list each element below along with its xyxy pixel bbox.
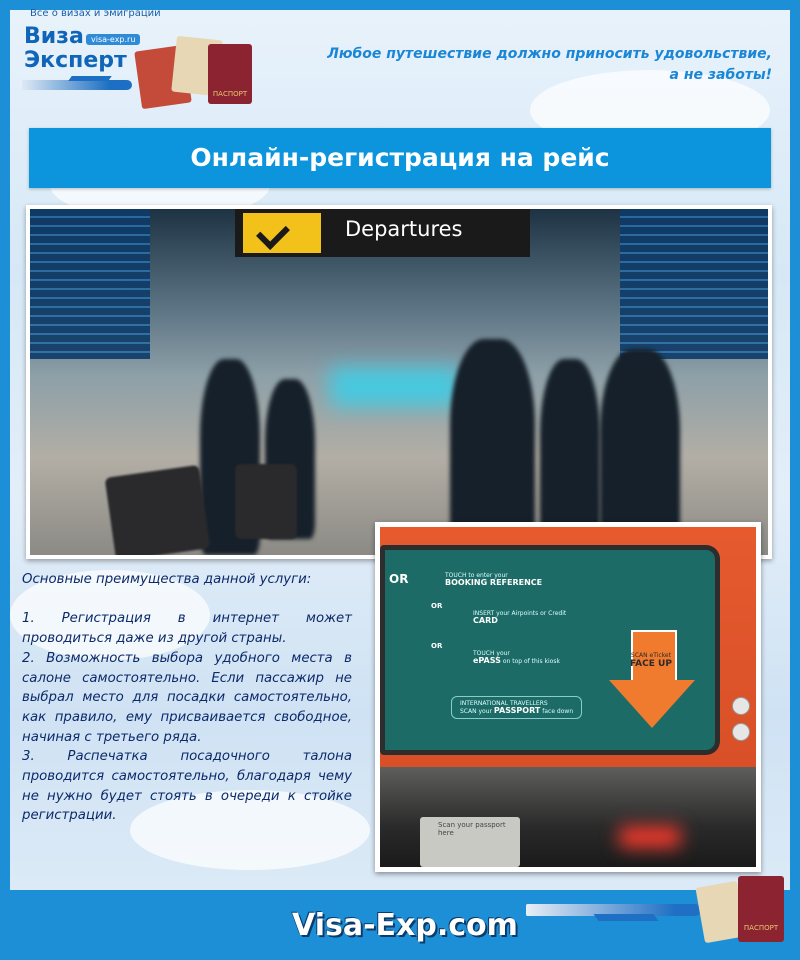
option-big-text: PASSPORT — [493, 706, 541, 715]
benefit-item-2: 2. Возможность выбора удобного места в салоне самостоятельно. Если пассажир не выбрал место для посадки самостоятельно, как правило, ему присваивается свободное, начиная с третьего ряда. — [22, 650, 352, 745]
slogan — [302, 44, 772, 86]
kiosk-help-button — [732, 697, 750, 715]
benefit-item-1: 1. Регистрация в интернет может проводиться даже из другой страны. — [22, 611, 352, 647]
flight-board-right — [620, 209, 768, 359]
kiosk-screen — [380, 545, 720, 755]
airplane-icon — [22, 80, 132, 90]
slogan-line-1: Любое путешествие должно приносить удовольствие, — [327, 46, 772, 62]
option-small-text: INSERT your Airpoints or Credit — [473, 610, 567, 617]
scan-label — [609, 652, 693, 669]
suitcase — [235, 464, 297, 539]
option-card — [473, 610, 566, 625]
scan-eticket-arrow — [609, 630, 693, 730]
benefit-item-3: 3. Распечатка посадочного талона проводится самостоятельно, благодаря чему не нужно будет стоять в очереди к стойке регистрации. — [22, 749, 352, 824]
scanner-light — [620, 827, 680, 847]
footer-airplane-icon — [526, 898, 706, 920]
option-small-text: TOUCH to enter your — [445, 572, 508, 579]
benefits-text — [22, 570, 352, 826]
or-label: OR — [431, 602, 443, 610]
option-big-text: CARD — [473, 616, 498, 625]
option-passport — [451, 696, 582, 719]
passport-label: ПАСПОРТ — [743, 924, 779, 932]
logo-word-visa: Виза — [24, 24, 84, 49]
option-big-text: ePASS — [473, 656, 501, 665]
hall-light — [330, 367, 460, 407]
slogan-line-2: а не заботы! — [669, 67, 772, 83]
logo-tagline: Все о визах и эмиграции — [30, 8, 161, 19]
slot-text: Scan your passport here — [438, 821, 506, 837]
arrow-head — [609, 680, 695, 728]
scan-big-text: FACE UP — [630, 659, 672, 669]
flight-board-left — [30, 209, 150, 359]
kiosk-cancel-button — [732, 723, 750, 741]
checkin-kiosk-photo — [375, 522, 761, 872]
checkmark-icon — [243, 213, 321, 253]
option-mid-text: SCAN your — [460, 708, 492, 715]
logo-word-expert: Эксперт — [24, 48, 127, 73]
scan-small-text: SCAN eTicket — [631, 652, 671, 659]
airplane-wing — [68, 76, 112, 81]
passport-label: ПАСПОРТ — [212, 90, 248, 98]
or-label: OR — [389, 572, 409, 586]
departures-photo — [26, 205, 772, 559]
suitcase — [105, 465, 211, 555]
kiosk-scene — [380, 527, 756, 867]
or-label: OR — [431, 642, 443, 650]
departures-sign — [235, 209, 530, 257]
option-tail-text: face down — [542, 708, 574, 715]
option-small-text: INTERNATIONAL TRAVELLERS — [460, 700, 548, 707]
page-title: Онлайн-регистрация на рейс — [29, 128, 771, 188]
passport-icon — [208, 44, 252, 104]
option-tail-text: on top of this kiosk — [502, 658, 560, 665]
footer-site-url[interactable]: Visa-Exp.com — [292, 908, 518, 943]
option-booking-reference — [445, 572, 542, 587]
site-logo[interactable] — [8, 2, 308, 106]
airplane-wing — [594, 914, 659, 921]
benefits-heading: Основные преимущества данной услуги: — [22, 572, 312, 587]
passport-scanner-slot — [420, 817, 520, 867]
option-small-text: TOUCH your — [473, 650, 510, 657]
passport-icon — [738, 876, 784, 942]
option-epass — [473, 650, 560, 665]
airport-hall-scene — [30, 209, 768, 555]
departures-sign-text: Departures — [345, 217, 463, 241]
option-big-text: BOOKING REFERENCE — [445, 578, 543, 587]
traveller-silhouette — [540, 359, 600, 549]
logo-url-badge: visa-exp.ru — [86, 34, 140, 45]
